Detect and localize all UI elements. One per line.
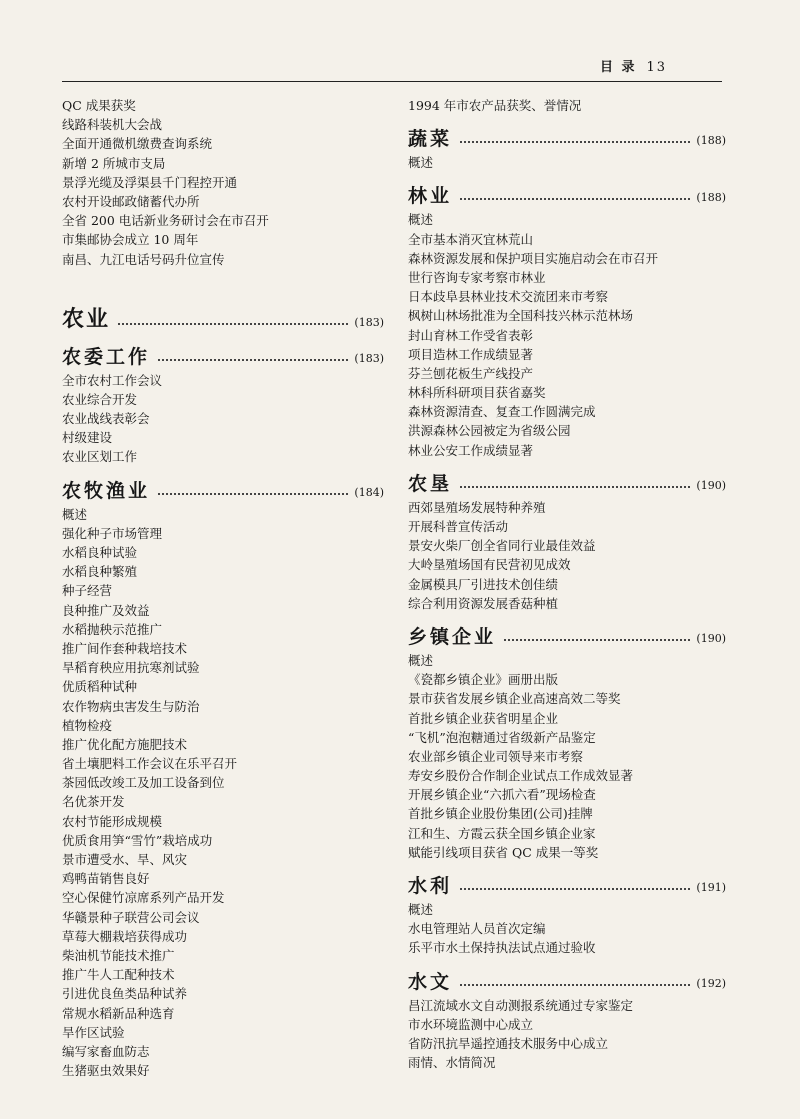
- section-heading-township-enterprise: [408, 617, 726, 649]
- list-item: 首批乡镇企业股份集团(公司)挂牌: [408, 806, 593, 822]
- list-item: 良种推广及效益: [62, 602, 150, 618]
- dot-leader: [460, 888, 690, 890]
- list-item: 封山育林工作受省表彰: [408, 327, 534, 343]
- list-item: 农村节能形成规模: [62, 813, 163, 829]
- list-item: 农作物病虫害发生与防治: [62, 698, 200, 714]
- list-item: 森林资源发展和保护项目实施启动会在市召开: [408, 250, 659, 266]
- dot-leader: [158, 493, 348, 495]
- chapter-page: (183): [354, 315, 384, 329]
- list-item: 全省 200 电话新业务研讨会在市召开: [62, 213, 269, 229]
- section-heading-agri-committee: [62, 337, 384, 369]
- section-page: (188): [696, 134, 726, 148]
- list-item: 省防汛抗旱遥控通技术服务中心成立: [408, 1035, 609, 1051]
- list-item: 市水环境监测中心成立: [408, 1016, 534, 1032]
- list-item: 开展科普宣传活动: [408, 519, 509, 534]
- list-item: 茶园低改竣工及加工设备到位: [62, 775, 225, 791]
- list-item: 雨情、水情简况: [408, 1055, 496, 1071]
- list-item: 名优茶开发: [62, 794, 125, 810]
- list-item: 概述: [408, 652, 434, 668]
- section-page: (191): [696, 881, 726, 894]
- section-heading-hydrology: [408, 962, 726, 994]
- list-item: 全市基本消灭宜林荒山: [408, 231, 534, 247]
- list-item: 强化种子市场管理: [62, 525, 163, 541]
- section-title: 林业: [408, 185, 453, 208]
- list-item: 南昌、九江电话号码升位宣传: [62, 251, 225, 267]
- list-item: 景市遭受水、旱、风灾: [62, 852, 188, 867]
- section-list: [408, 498, 726, 613]
- list-item: 芬兰刨花板生产线投产: [408, 365, 534, 381]
- list-item: 概述: [408, 902, 434, 917]
- list-item: 西郊垦殖场发展特种养殖: [408, 499, 546, 515]
- list-item: 水电管理站人员首次定编: [408, 921, 546, 937]
- list-item: 水稻良种繁殖: [62, 564, 138, 580]
- list-item: 开展乡镇企业“六抓六看”现场检查: [408, 787, 596, 803]
- list-item: 农业部乡镇企业司领导来市考察: [408, 748, 584, 764]
- list-item: 项目造林工作成绩显著: [408, 346, 534, 362]
- section-heading-farming: [62, 471, 384, 503]
- list-item: 水稻抛秧示范推广: [62, 621, 163, 637]
- list-item: 旱稻育秧应用抗寒剂试验: [62, 660, 200, 676]
- header-rule: [62, 81, 722, 82]
- left-top-list: [62, 96, 384, 269]
- list-item: 鸡鸭苗销售良好: [62, 871, 150, 887]
- list-item: 世行咨询专家考察市林业: [408, 269, 546, 285]
- list-item: 编写家畜血防志: [62, 1043, 150, 1059]
- list-item: 优质食用笋“雪竹”栽培成功: [62, 832, 213, 848]
- list-item: 生猪驱虫效果好: [62, 1063, 150, 1079]
- list-item: 常规水稻新品种选育: [62, 1005, 175, 1021]
- section-title: 蔬菜: [408, 128, 453, 151]
- section-list: [408, 153, 726, 172]
- list-item: 植物检疫: [62, 717, 113, 733]
- list-item: “飞机”泡泡糖通过省级新产品鉴定: [408, 729, 596, 745]
- section-title: 农牧渔业: [62, 479, 151, 502]
- dot-leader: [460, 141, 690, 143]
- right-column: [408, 94, 726, 1072]
- dot-leader: [158, 359, 348, 361]
- left-column: [62, 94, 384, 1080]
- list-item: 概述: [62, 506, 88, 522]
- list-item: 金属模具厂引进技术创佳绩: [408, 576, 559, 592]
- list-item: 赋能引线项目获省 QC 成果一等奖: [408, 844, 599, 860]
- list-item: 空心保健竹凉席系列产品开发: [62, 890, 225, 906]
- list-item: 推广间作套种栽培技术: [62, 640, 188, 656]
- list-item: 草莓大棚栽培获得成功: [62, 928, 188, 944]
- list-item: 洪源森林公园被定为省级公园: [408, 423, 571, 439]
- list-item: 乐平市水土保持执法试点通过验收: [408, 940, 596, 956]
- right-top-list: [408, 96, 726, 115]
- page-header: [600, 56, 720, 75]
- list-item: 《瓷都乡镇企业》画册出版: [408, 672, 559, 688]
- list-item: 农业区划工作: [62, 449, 138, 465]
- header-title: 目 录: [600, 60, 637, 75]
- list-item: 林业公安工作成绩显著: [408, 442, 534, 458]
- list-item: 市集邮协会成立 10 周年: [62, 232, 199, 248]
- chapter-title: 农业: [62, 305, 111, 332]
- list-item: 概述: [408, 212, 434, 228]
- section-page: (184): [354, 485, 384, 499]
- list-item: 全市农村工作会议: [62, 372, 163, 388]
- list-item: 首批乡镇企业获省明星企业: [408, 710, 559, 726]
- section-title: 农垦: [408, 472, 453, 495]
- list-item: 村级建设: [62, 430, 113, 446]
- header-page-number: 13: [646, 60, 668, 75]
- list-item: 大岭垦殖场国有民营初见成效: [408, 557, 571, 573]
- dot-leader: [504, 639, 690, 641]
- section-heading-water-conservancy: [408, 866, 726, 898]
- list-item: 景市获省发展乡镇企业高速高效二等奖: [408, 691, 621, 707]
- section-heading-vegetables: [408, 119, 726, 151]
- list-item: 华赣景种子联营公司会议: [62, 909, 200, 925]
- section-heading-reclamation: [408, 464, 726, 496]
- list-item: 旱作区试验: [62, 1024, 125, 1040]
- chapter-heading-agriculture: [62, 299, 384, 333]
- section-title: 农委工作: [62, 345, 151, 368]
- list-item: 种子经营: [62, 583, 113, 599]
- list-item: 新增 2 所城市支局: [62, 155, 166, 171]
- section-title: 水文: [408, 970, 453, 993]
- dot-leader: [118, 323, 348, 325]
- section-list: [62, 505, 384, 1081]
- list-item: 概述: [408, 155, 434, 171]
- list-item: 寿安乡股份合作制企业试点工作成效显著: [408, 768, 634, 784]
- list-item: 昌江流域水文自动测报系统通过专家鉴定: [408, 997, 634, 1013]
- list-item: 景安火柴厂创全省同行业最佳效益: [408, 538, 596, 554]
- section-list: [62, 371, 384, 467]
- section-list: [408, 996, 726, 1073]
- list-item: 日本歧阜县林业技术交流团来市考察: [408, 289, 609, 305]
- list-item: 水稻良种试验: [62, 545, 138, 560]
- list-item: 枫树山林场批准为全国科技兴林示范林场: [408, 308, 634, 324]
- section-page: (190): [696, 631, 726, 645]
- dot-leader: [460, 984, 690, 986]
- section-page: (192): [696, 976, 726, 990]
- list-item: 景浮光缆及浮渠县千门程控开通: [62, 174, 238, 190]
- section-title: 水利: [408, 875, 453, 897]
- dot-leader: [460, 198, 690, 200]
- list-item: 森林资源清查、复查工作圆满完成: [408, 404, 596, 420]
- list-item: 全面开通微机缴费查询系统: [62, 136, 213, 152]
- list-item: QC 成果获奖: [62, 98, 136, 113]
- list-item: 江和生、方霞云获全国乡镇企业家: [408, 825, 596, 841]
- section-page: (183): [354, 351, 384, 365]
- section-title: 乡镇企业: [408, 625, 497, 648]
- list-item: 推广优化配方施肥技术: [62, 736, 188, 752]
- dot-leader: [460, 486, 690, 488]
- list-item: 推广牛人工配种技术: [62, 967, 175, 983]
- list-item: 林科所科研项目获省嘉奖: [408, 385, 546, 401]
- section-list: [408, 651, 726, 862]
- section-list: [408, 900, 726, 958]
- section-list: [408, 210, 726, 459]
- list-item: 柴油机节能技术推广: [62, 947, 175, 963]
- section-page: (190): [696, 478, 726, 492]
- list-item: 农业综合开发: [62, 391, 138, 407]
- section-page: (188): [696, 191, 726, 205]
- list-item: 省土壤肥料工作会议在乐平召开: [62, 756, 238, 772]
- list-item: 农村开设邮政储蓄代办所: [62, 193, 200, 209]
- list-item: 线路科装机大会战: [62, 117, 163, 133]
- list-item: 引进优良鱼类品种试养: [62, 986, 188, 1002]
- list-item: 1994 年市农产品获奖、誉情况: [408, 98, 582, 113]
- list-item: 综合利用资源发展香菇种植: [408, 595, 559, 611]
- list-item: 农业战线表彰会: [62, 411, 150, 427]
- section-heading-forestry: [408, 176, 726, 208]
- list-item: 优质稻种试种: [62, 679, 138, 695]
